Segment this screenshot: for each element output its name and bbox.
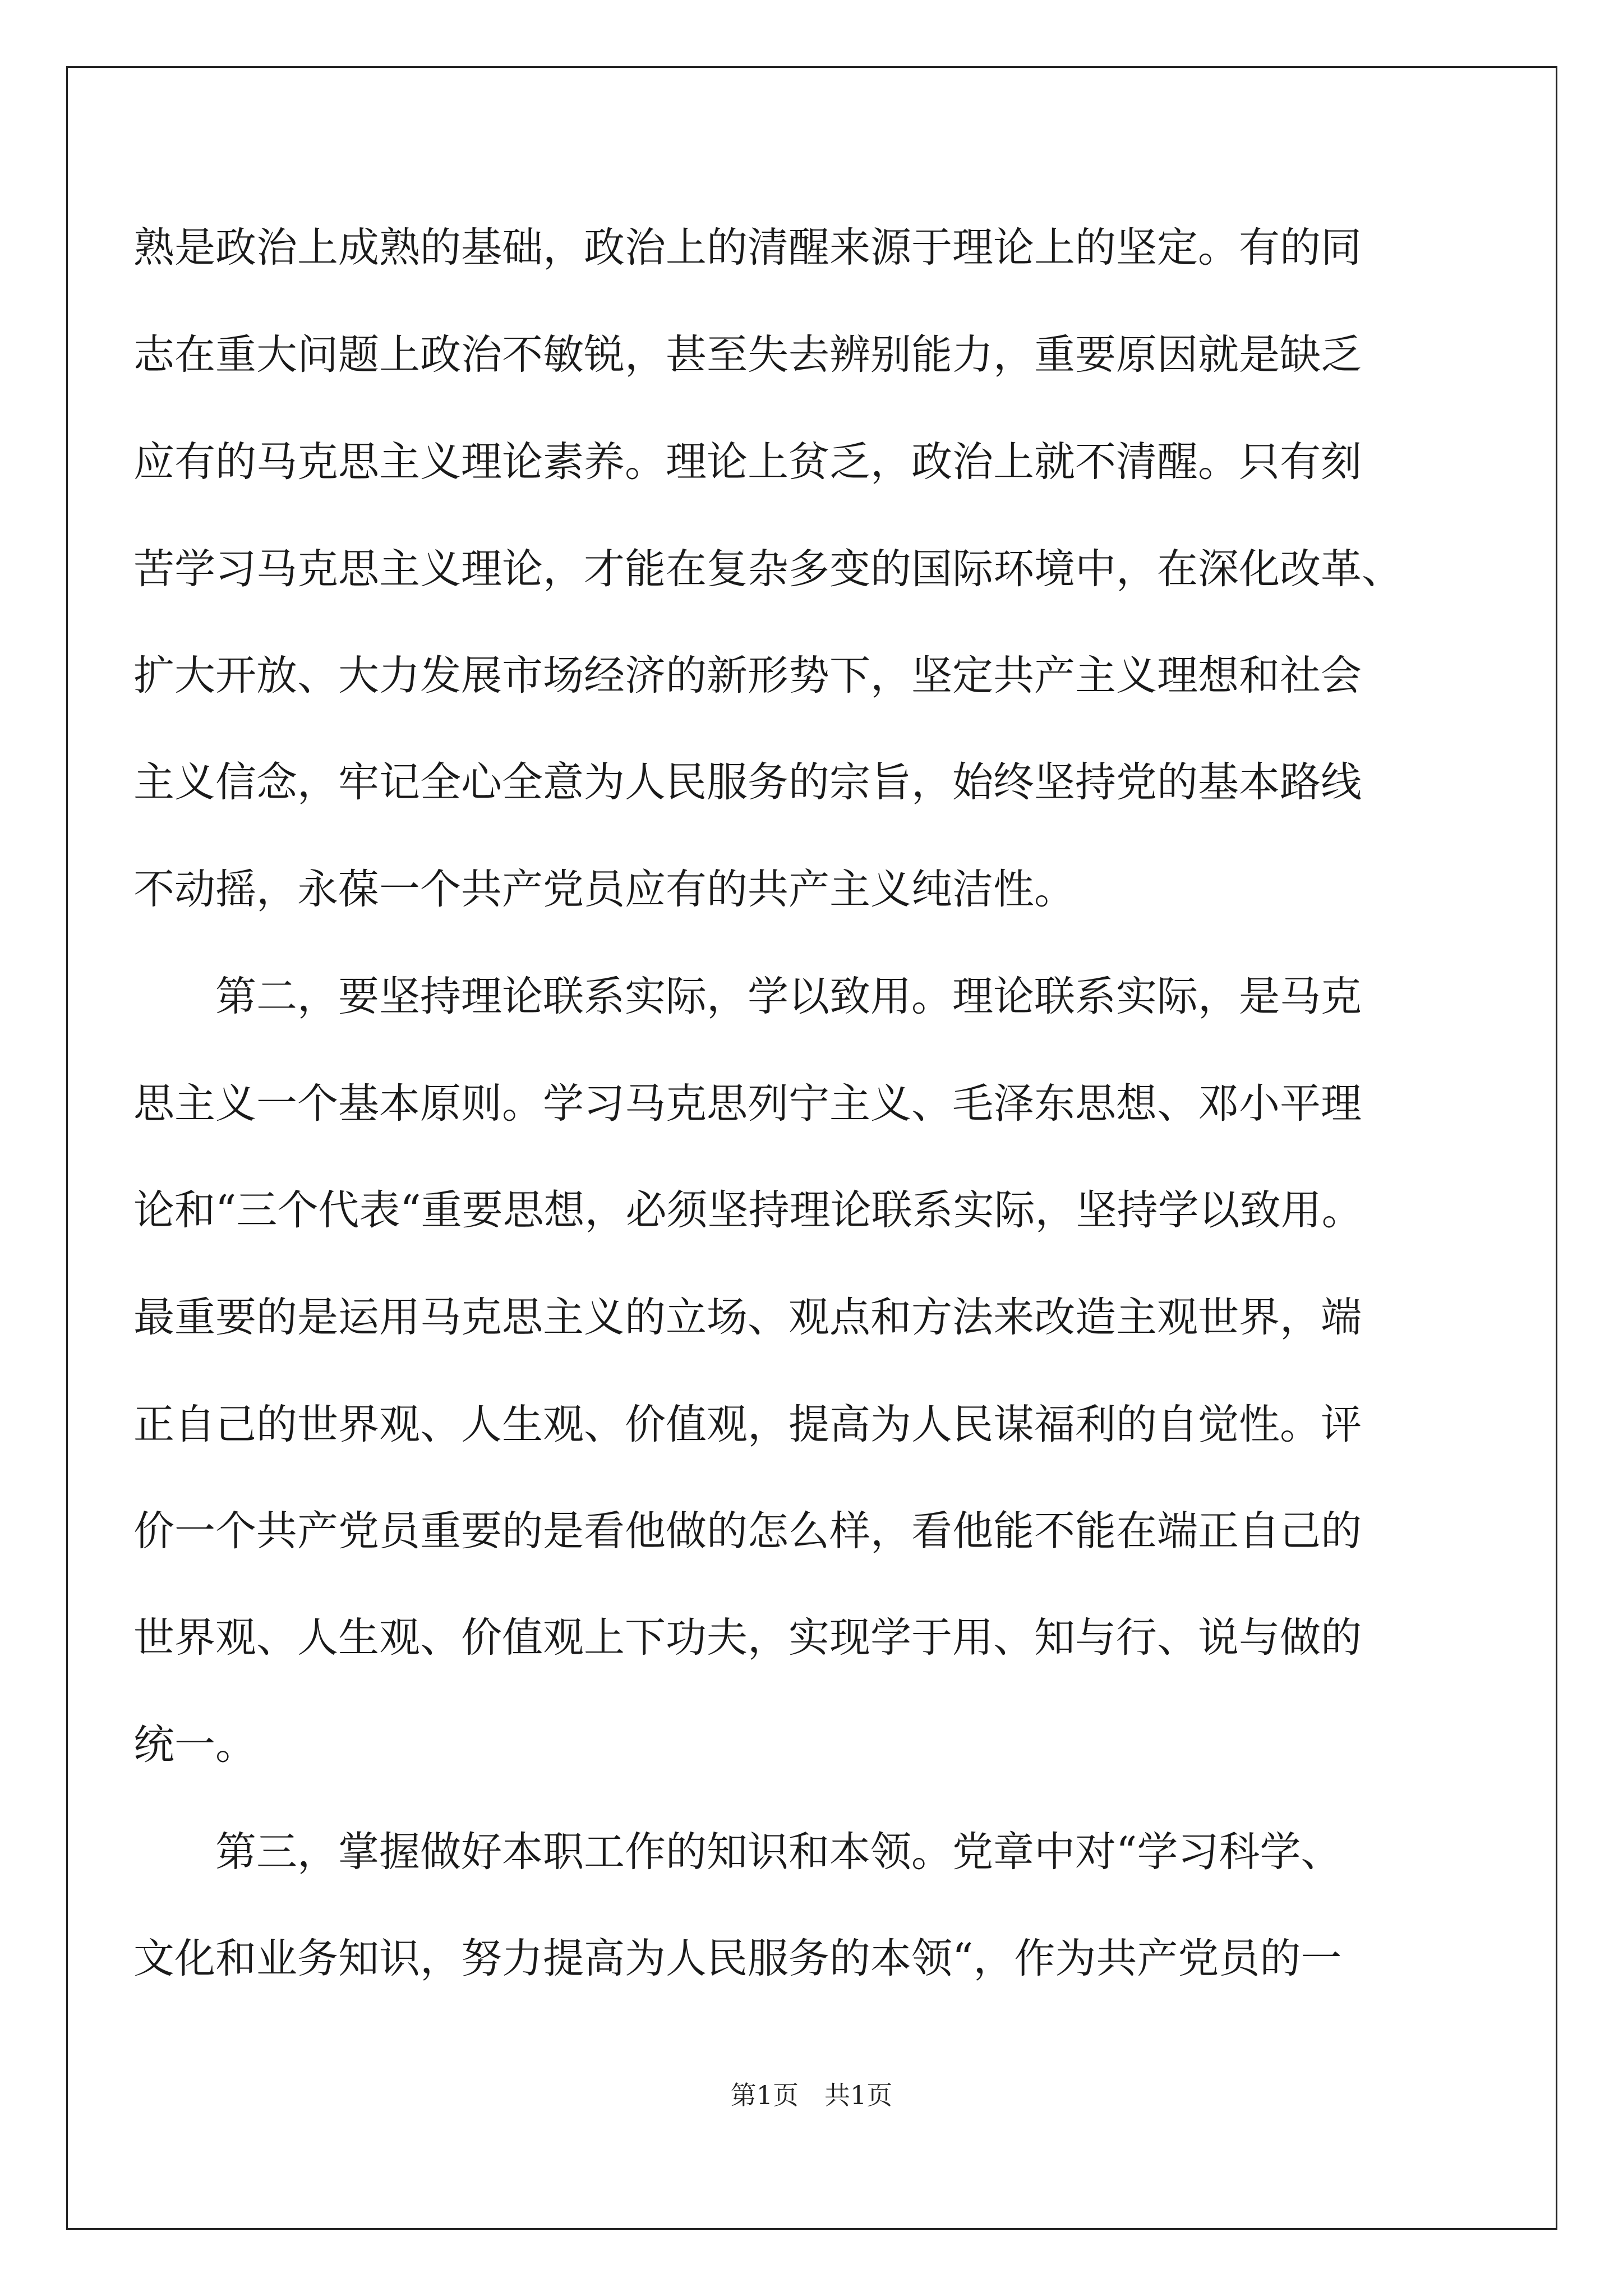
- text-line: 统一。: [133, 1721, 256, 1769]
- text-line: 正自己的世界观、人生观、价值观，提高为人民谋福利的自觉性。评: [133, 1401, 1362, 1448]
- text-line: 最重要的是运用马克思主义的立场、观点和方法来改造主观世界，端: [133, 1294, 1362, 1341]
- text-line: 主义信念，牢记全心全意为人民服务的宗旨，始终坚持党的基本路线: [133, 758, 1362, 806]
- paragraph-start-line: 第三，掌握做好本职工作的知识和本领。党章中对“学习科学、: [215, 1828, 1342, 1876]
- text-line: 世界观、人生观、价值观上下功夫，实现学于用、知与行、说与做的: [133, 1614, 1362, 1662]
- page-footer: 第1页 共1页: [730, 2080, 893, 2110]
- text-line: 应有的马克思主义理论素养。理论上贫乏，政治上就不清醒。只有刻: [133, 438, 1362, 486]
- text-line: 苦学习马克思主义理论，才能在复杂多变的国际环境中，在深化改革、: [133, 545, 1403, 593]
- text-line: 不动摇，永葆一个共产党员应有的共产主义纯洁性。: [133, 866, 1075, 913]
- text-line: 文化和业务知识，努力提高为人民服务的本领“，作为共产党员的一: [133, 1935, 1342, 1982]
- text-line: 扩大开放、大力发展市场经济的新形势下，坚定共产主义理想和社会: [133, 652, 1362, 700]
- text-line: 论和“三个代表“重要思想，必须坚持理论联系实际，坚持学以致用。: [133, 1186, 1363, 1234]
- text-line: 熟是政治上成熟的基础，政治上的清醒来源于理论上的坚定。有的同: [133, 224, 1362, 272]
- paragraph-start-line: 第二，要坚持理论联系实际，学以致用。理论联系实际，是马克: [215, 973, 1362, 1020]
- page-border: [66, 66, 1557, 2230]
- text-line: 思主义一个基本原则。学习马克思列宁主义、毛泽东思想、邓小平理: [133, 1080, 1362, 1128]
- text-line: 价一个共产党员重要的是看他做的怎么样，看他能不能在端正自己的: [133, 1507, 1362, 1555]
- text-line: 志在重大问题上政治不敏锐，甚至失去辨别能力，重要原因就是缺乏: [133, 331, 1362, 379]
